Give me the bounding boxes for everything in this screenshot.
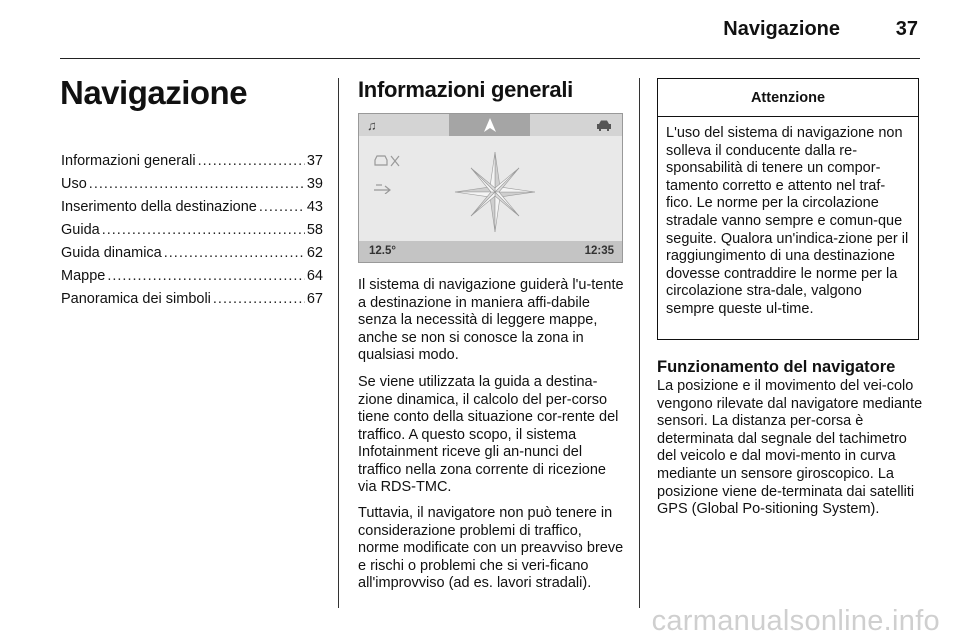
route-option-icon — [373, 182, 395, 197]
header-divider — [60, 58, 920, 59]
table-of-contents — [61, 150, 323, 311]
toc-page: 62 — [306, 245, 323, 261]
toc-entry[interactable] — [61, 242, 323, 265]
toc-leader — [102, 219, 305, 242]
toc-page: 39 — [306, 176, 323, 192]
toc-entry[interactable] — [61, 219, 323, 242]
watermark: carmanualsonline.info — [651, 605, 940, 637]
music-note-icon: ♫ — [367, 117, 377, 133]
toc-entry[interactable] — [61, 288, 323, 311]
car-icon — [530, 114, 622, 136]
page-number: 37 — [895, 18, 918, 40]
toc-leader — [198, 150, 305, 173]
warning-title: Attenzione — [658, 79, 918, 117]
traffic-off-icon — [373, 154, 401, 171]
toc-label: Mappe — [61, 268, 106, 284]
toc-entry[interactable] — [61, 265, 323, 288]
toc-page: 37 — [306, 153, 323, 169]
toc-label: Panoramica dei simboli — [61, 291, 211, 307]
infotainment-screen-illustration — [358, 113, 623, 263]
toc-entry[interactable] — [61, 196, 323, 219]
running-header-title: Navigazione — [723, 18, 840, 40]
paragraph: La posizione e il movimento del vei-colo vengono rilevate dal navigatore mediante sensori. La distanza per-corsa è determinata dal segnale del tachimetro del veicolo e dal movi-mento in curva mediante un sensore giroscopico. La posizione viene de-terminata dai satelliti GPS (Global Po-sitioning System). — [657, 378, 923, 518]
screen-clock: 12:35 — [584, 245, 614, 257]
warning-text: L'uso del sistema di navigazione non solleva il conducente dalla re-sponsabilità di tenere un compor-tamento corretto e attento nel traf-fico. Le norme per la circolazione stradale vanno sempre e comun-que seguite. Qualora un'indica-zione per il raggiungimento di una destinazione dovesse contraddire le norme per la circolazione stra-dale, valgono sempre queste ul-time. — [666, 125, 909, 317]
toc-leader — [107, 265, 305, 288]
toc-page: 43 — [306, 199, 323, 215]
toc-page: 64 — [306, 268, 323, 284]
warning-box — [657, 78, 919, 340]
paragraph: Il sistema di navigazione guiderà l'u-tente a destinazione in maniera affi-dabile senza la necessità di leggere mappe, anche se non si conosce la zona in qualsiasi modo. — [358, 277, 624, 363]
toc-leader — [89, 173, 305, 196]
toc-label: Informazioni generali — [61, 153, 196, 169]
chapter-title: Navigazione — [60, 74, 248, 111]
screen-status-bar — [359, 241, 622, 262]
outside-temperature: 12.5° — [369, 245, 396, 257]
toc-page: 67 — [306, 291, 323, 307]
toc-leader — [213, 288, 305, 311]
toc-label: Guida dinamica — [61, 245, 162, 261]
navigation-arrow-icon — [449, 114, 531, 136]
compass-rose-icon — [453, 150, 537, 239]
toc-leader — [164, 242, 305, 265]
column-divider-1 — [338, 78, 339, 608]
subsection-title: Funzionamento del navigatore — [657, 358, 896, 376]
toc-label: Inserimento della destinazione — [61, 199, 257, 215]
column-divider-2 — [639, 78, 640, 608]
toc-entry[interactable] — [61, 150, 323, 173]
toc-entry[interactable] — [61, 173, 323, 196]
toc-label: Guida — [61, 222, 100, 238]
toc-page: 58 — [306, 222, 323, 238]
toc-label: Uso — [61, 176, 87, 192]
paragraph: Se viene utilizzata la guida a destina-zione dinamica, il calcolo del per-corso tiene conto della situazione cor-rente del traffico. A questo scopo, il sistema Infotainment riceve gli an-nunci del traffico nella zona corrente di ricezione via RDS-TMC. — [358, 374, 619, 495]
toc-leader — [259, 196, 305, 219]
paragraph: Tuttavia, il navigatore non può tenere in considerazione problemi di traffico, norme modificate con un preavviso breve e rischi o problemi che si veri-ficano all'improvviso (ad es. lavori stradali). — [358, 505, 624, 591]
section-title: Informazioni generali — [358, 77, 573, 102]
screen-tab-bar — [359, 114, 622, 136]
